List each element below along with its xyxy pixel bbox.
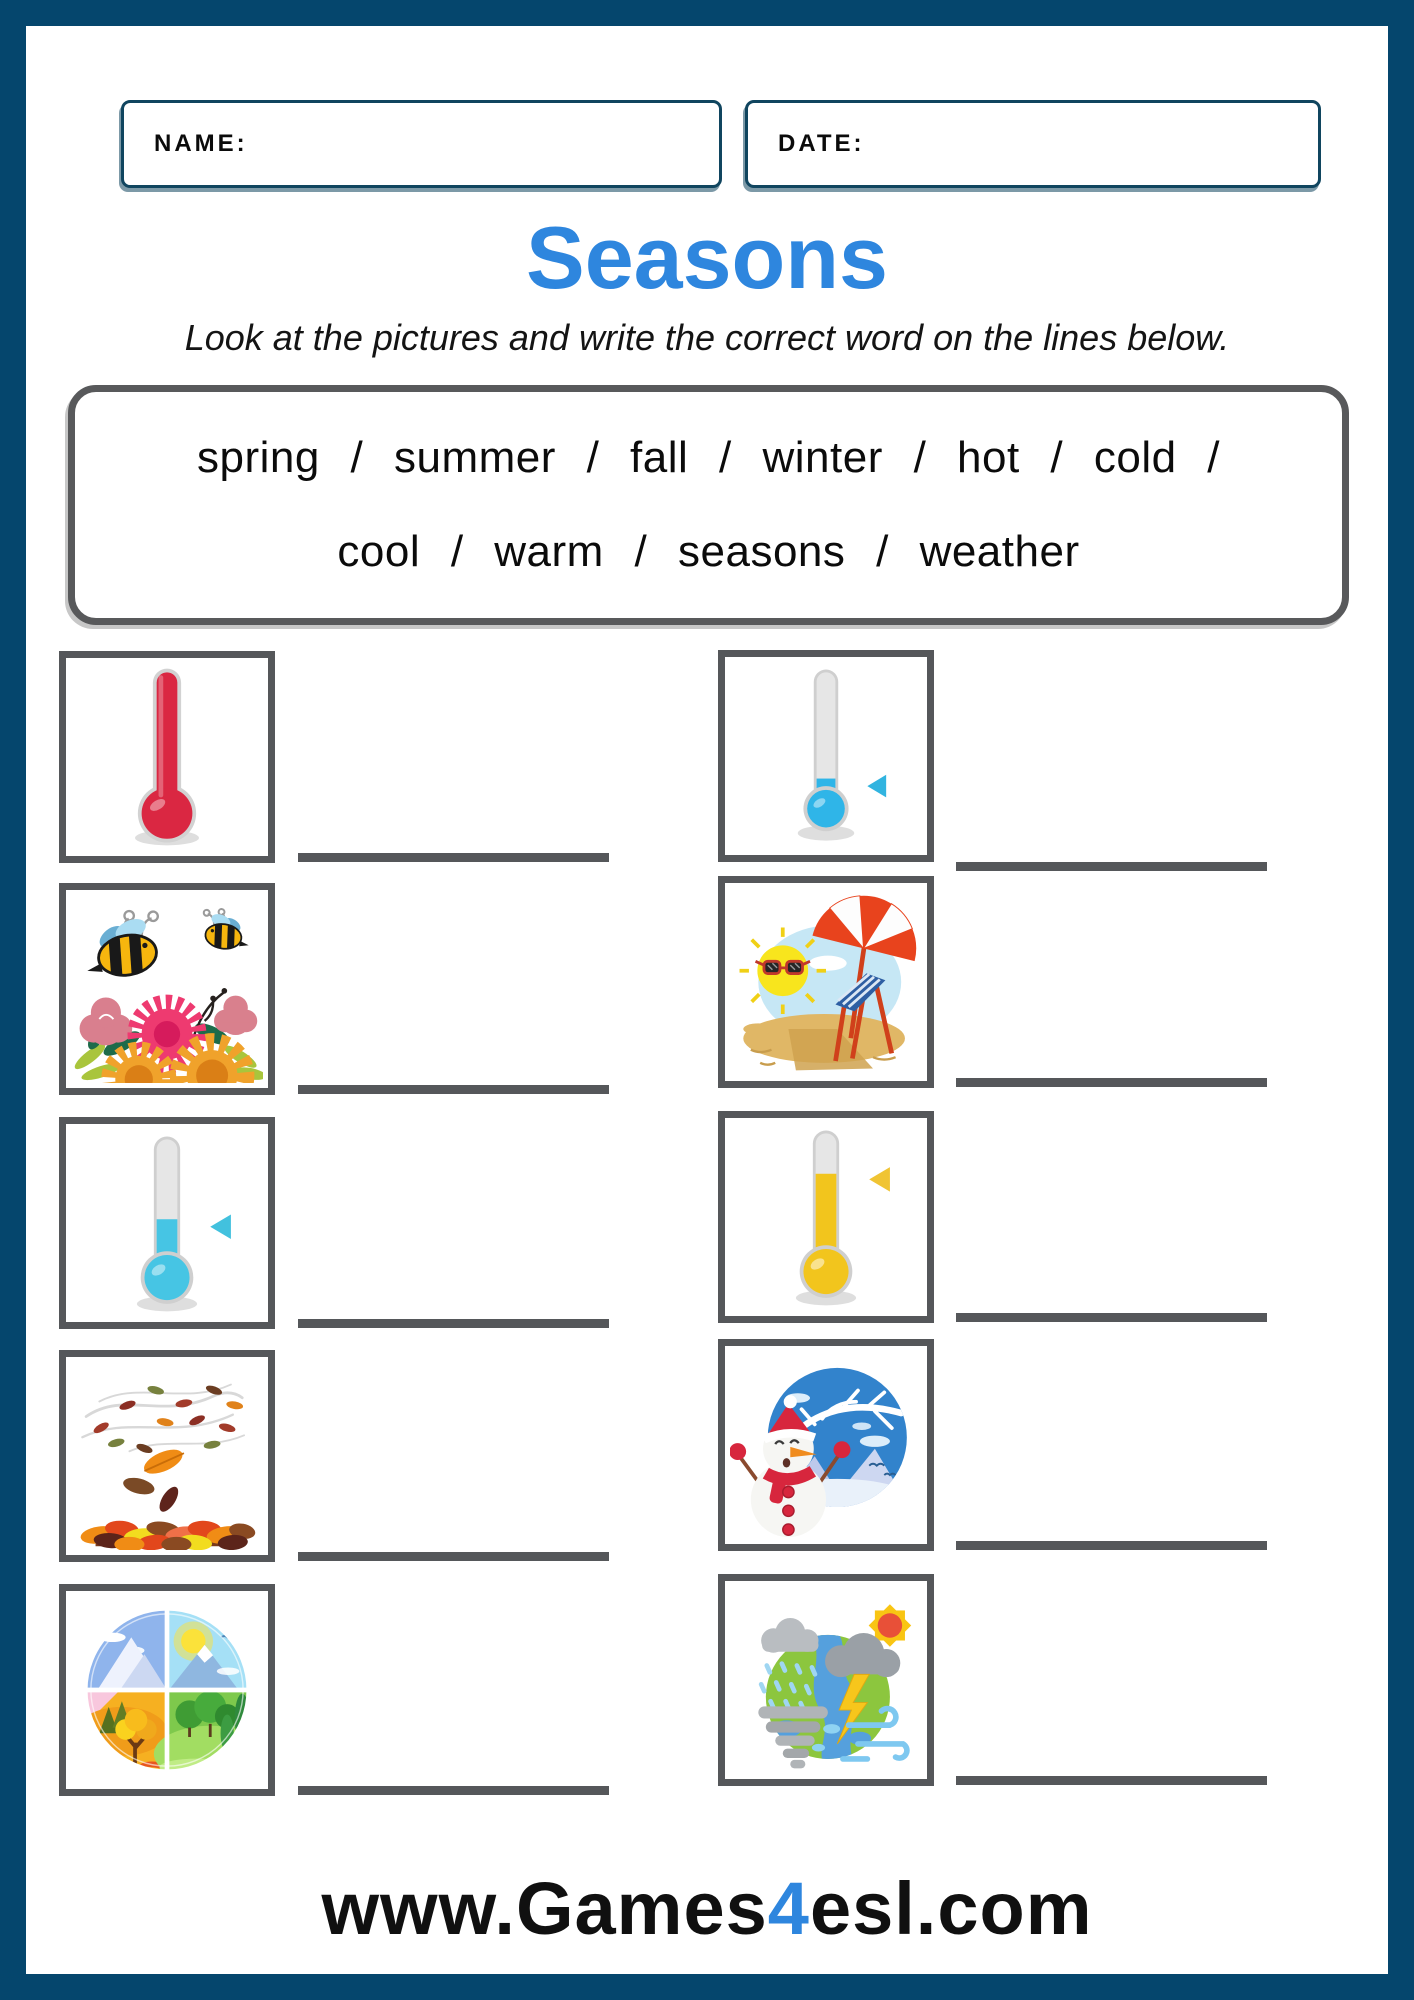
bees-and-flowers-icon — [71, 895, 263, 1083]
sunny-beach-icon — [730, 888, 922, 1076]
answer-line-seasons[interactable] — [298, 1786, 609, 1795]
weather-collage-icon — [730, 1586, 922, 1774]
name-field[interactable] — [121, 100, 722, 188]
footer-url-prefix: www.Games — [321, 1867, 768, 1950]
warm-thermometer-icon — [730, 1123, 922, 1311]
word-bank-line-2: cool / warm / seasons / weather — [337, 527, 1080, 576]
four-seasons-circle-icon — [71, 1596, 263, 1784]
picture-box-winter — [718, 1339, 934, 1551]
name-label: NAME: — [154, 130, 248, 157]
picture-box-warm — [718, 1111, 934, 1323]
picture-box-cold — [718, 650, 934, 862]
answer-line-hot[interactable] — [298, 853, 609, 862]
footer-url-suffix: esl.com — [809, 1867, 1093, 1950]
snowman-winter-icon — [730, 1351, 922, 1539]
word-bank — [68, 385, 1349, 625]
answer-line-warm[interactable] — [956, 1313, 1267, 1322]
answer-line-winter[interactable] — [956, 1541, 1267, 1550]
cool-thermometer-icon — [71, 1129, 263, 1317]
hot-thermometer-icon — [71, 663, 263, 851]
answer-line-fall[interactable] — [298, 1552, 609, 1561]
picture-box-spring — [59, 883, 275, 1095]
date-label: DATE: — [778, 130, 865, 157]
answer-line-weather[interactable] — [956, 1776, 1267, 1785]
page-title: Seasons — [526, 208, 888, 307]
answer-line-spring[interactable] — [298, 1085, 609, 1094]
picture-box-hot — [59, 651, 275, 863]
answer-line-cold[interactable] — [956, 862, 1267, 871]
cold-thermometer-icon — [730, 662, 922, 850]
answer-line-summer[interactable] — [956, 1078, 1267, 1087]
word-bank-line-1: spring / summer / fall / winter / hot / cold / — [196, 433, 1221, 482]
instruction-text: Look at the pictures and write the correct word on the lines below. — [184, 317, 1230, 358]
picture-box-weather — [718, 1574, 934, 1786]
picture-box-fall — [59, 1350, 275, 1562]
picture-box-cool — [59, 1117, 275, 1329]
date-field[interactable] — [745, 100, 1321, 188]
footer-url-four: 4 — [767, 1867, 810, 1950]
footer-url — [0, 1867, 1414, 1950]
autumn-leaves-icon — [71, 1362, 263, 1550]
answer-line-cool[interactable] — [298, 1319, 609, 1328]
picture-box-summer — [718, 876, 934, 1088]
picture-box-seasons — [59, 1584, 275, 1796]
